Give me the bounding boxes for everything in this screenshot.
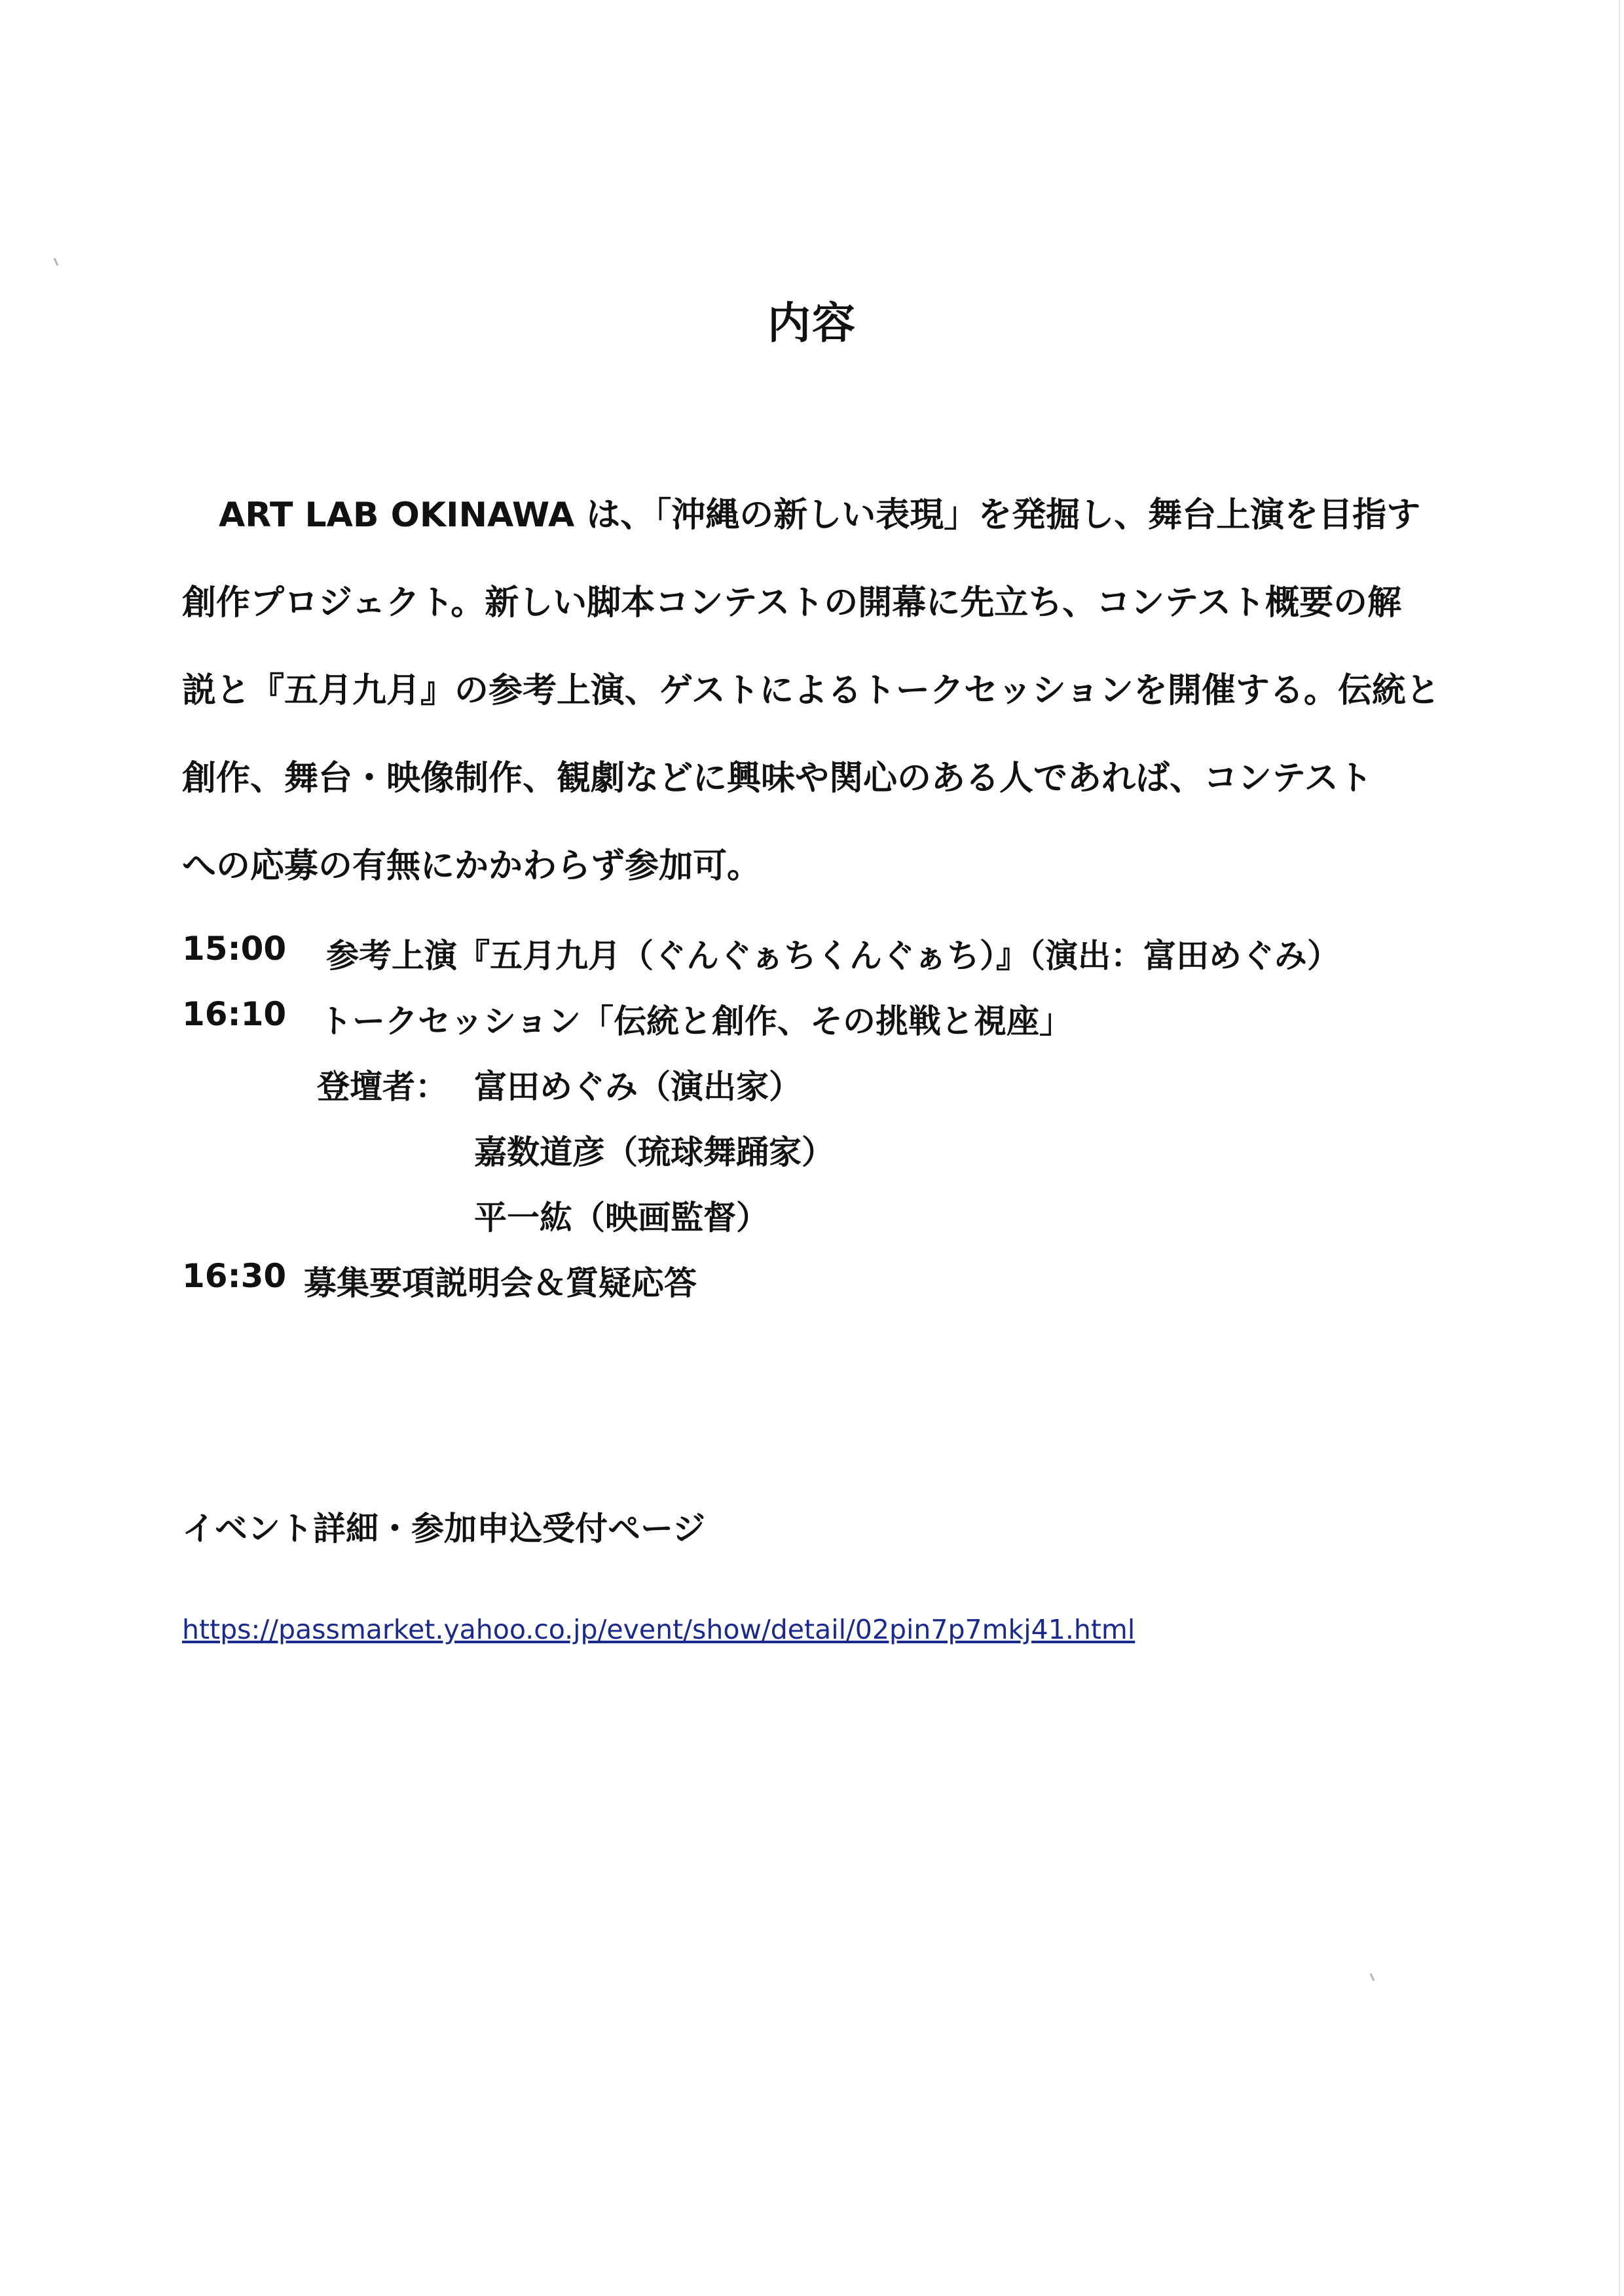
intro-line: 説と『五月九月』の参考上演、ゲストによるトークセッションを開催する。伝統と xyxy=(182,671,1440,710)
intro-line: 創作、舞台・映像制作、観劇などに興味や関心のある人であれば、コンテスト xyxy=(182,759,1373,798)
scan-speck xyxy=(1370,1973,1375,1981)
page-title: 内容 xyxy=(767,298,857,348)
schedule-row xyxy=(182,930,1340,975)
schedule-desc: トークセッション「伝統と創作、その挑戦と視座」 xyxy=(320,1002,1072,1040)
intro-line: 創作プロジェクト。新しい脚本コンテストの開幕に先立ち、コンテスト概要の解 xyxy=(182,583,1402,623)
intro-paragraph xyxy=(182,471,1440,910)
schedule-desc: 募集要項説明会＆質疑応答 xyxy=(304,1264,697,1302)
schedule-row xyxy=(182,995,1072,1040)
schedule-desc: 参考上演『五月九月（ぐんぐぁちくんぐぁち）』（演出：富田めぐみ） xyxy=(326,937,1340,975)
intro-line: への応募の有無にかかわらず参加可。 xyxy=(182,847,762,886)
event-url-link[interactable]: https://passmarket.yahoo.co.jp/event/show/detail/02pin7p7mkj41.html xyxy=(182,1614,1135,1645)
schedule-row xyxy=(182,1257,697,1302)
scan-speck xyxy=(54,258,59,266)
speaker-item: 平一紘（映画監督） xyxy=(474,1199,769,1237)
schedule-time: 16:10 xyxy=(182,995,287,1033)
speakers-label: 登壇者： xyxy=(317,1068,448,1106)
event-link-heading: イベント詳細・参加申込受付ページ xyxy=(182,1510,705,1548)
speaker-item: 富田めぐみ（演出家） xyxy=(474,1068,802,1106)
intro-line: ART LAB OKINAWA は、「沖縄の新しい表現」を発掘し、舞台上演を目指す xyxy=(219,496,1421,535)
schedule-time: 16:30 xyxy=(182,1257,287,1295)
speaker-item: 嘉数道彦（琉球舞踊家） xyxy=(474,1133,834,1171)
schedule-time: 15:00 xyxy=(182,930,287,968)
